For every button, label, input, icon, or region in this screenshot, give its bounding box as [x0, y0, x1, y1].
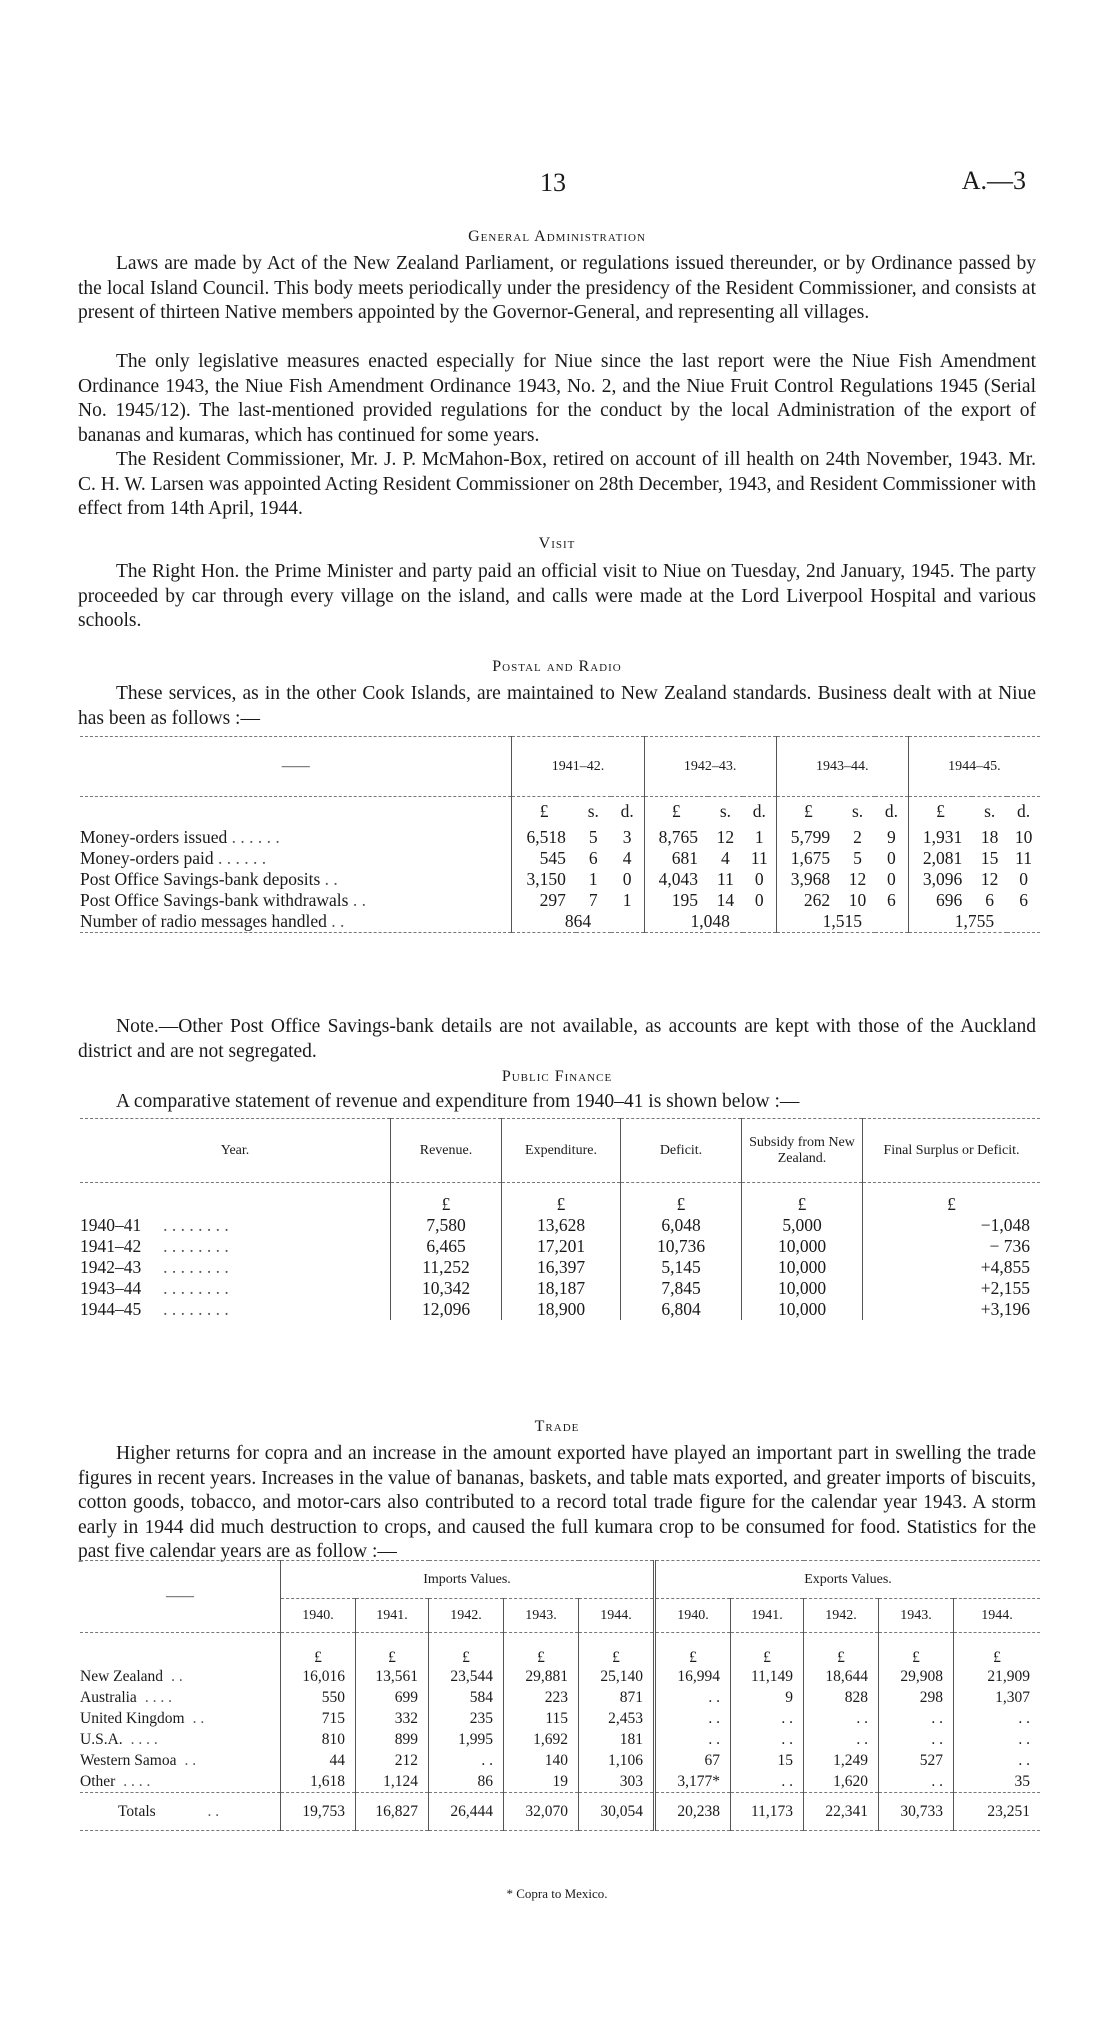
trade-row-label-cell	[80, 1730, 281, 1751]
currency-symbol: £	[742, 1183, 863, 1215]
heading-postal-radio: Postal and Radio	[492, 658, 622, 675]
import-value: 25,140	[579, 1667, 655, 1688]
unit-pence: d.	[884, 801, 898, 822]
trade-table	[80, 1560, 1040, 1837]
cell-pounds: 297	[512, 890, 576, 911]
export-value: . .	[879, 1730, 954, 1751]
leader-dots: . . . . . . . .	[163, 1277, 229, 1298]
cell-final: +4,855	[863, 1257, 1041, 1278]
leader-dots: . . . . . . . .	[163, 1256, 229, 1277]
cell-deficit: 6,804	[621, 1299, 742, 1320]
total-export: 23,251	[954, 1793, 1041, 1831]
unit-pence: d.	[1017, 801, 1031, 822]
cell-shillings: 7	[588, 889, 598, 910]
cell-revenue: 12,096	[391, 1299, 502, 1320]
export-year-header: 1944.	[954, 1599, 1041, 1633]
currency-symbol: £	[502, 1183, 621, 1215]
export-value: . .	[954, 1730, 1041, 1751]
finance-header-revenue: Revenue.	[391, 1119, 502, 1183]
row-label: Number of radio messages handled	[80, 910, 327, 931]
export-value: 15	[731, 1751, 804, 1772]
cell-pounds: 262	[776, 890, 840, 911]
cell-pence: 11	[750, 847, 768, 868]
currency-symbol: £	[356, 1633, 429, 1667]
paragraph-finance-intro: A comparative statement of revenue and expenditure from 1940–41 is shown below :—	[116, 1091, 800, 1112]
leader-dots: . .	[171, 1668, 183, 1685]
trade-footnote: * Copra to Mexico.	[506, 1886, 608, 1901]
cell-expenditure: 17,201	[502, 1236, 621, 1257]
currency-symbol: £	[879, 1633, 954, 1667]
trade-row	[80, 1709, 1040, 1730]
import-value: 715	[281, 1709, 356, 1730]
cell-count: 1,755	[908, 911, 1040, 933]
finance-row	[80, 1278, 1040, 1299]
export-value: 18,644	[804, 1667, 879, 1688]
currency-symbol: £	[579, 1633, 655, 1667]
finance-header-year: Year.	[220, 1142, 250, 1158]
cell-expenditure: 18,187	[502, 1278, 621, 1299]
row-label: United Kingdom	[80, 1710, 185, 1727]
cell-revenue: 7,580	[391, 1215, 502, 1236]
total-import: 19,753	[281, 1793, 356, 1831]
document-reference: A.—3	[961, 166, 1026, 195]
cell-deficit: 6,048	[621, 1215, 742, 1236]
cell-pence: 0	[754, 889, 764, 910]
finance-header-final: Final Surplus or Deficit.	[863, 1119, 1041, 1183]
currency-symbol: £	[281, 1633, 356, 1667]
cell-shillings: 1	[588, 868, 598, 889]
trade-row-label-cell	[80, 1751, 281, 1772]
export-value: 11,149	[731, 1667, 804, 1688]
unit-pence: d.	[620, 801, 634, 822]
trade-row	[80, 1751, 1040, 1772]
leader-dots: . . . . . .	[218, 847, 267, 868]
cell-pence: 11	[1015, 847, 1032, 868]
export-value: . .	[954, 1709, 1041, 1730]
import-value: 1,692	[504, 1730, 579, 1751]
page-number: 13	[540, 168, 566, 197]
cell-expenditure: 18,900	[502, 1299, 621, 1320]
export-value: . .	[655, 1688, 731, 1709]
cell-revenue: 10,342	[391, 1278, 502, 1299]
postal-row	[80, 827, 1040, 848]
paragraph-postal-intro: These services, as in the other Cook Islands, are maintained to New Zealand standards. Business dealt with at Niue has been as follows :—	[78, 683, 1036, 729]
cell-pence: 1	[622, 889, 632, 910]
cell-final: −1,048	[863, 1215, 1041, 1236]
cell-final: − 736	[863, 1236, 1041, 1257]
cell-pounds: 1,675	[776, 848, 840, 869]
unit-pounds: £	[908, 797, 972, 827]
cell-pounds: 2,081	[908, 848, 972, 869]
row-label: U.S.A.	[80, 1731, 123, 1748]
currency-symbol: £	[731, 1633, 804, 1667]
leader-dots: . .	[184, 1752, 197, 1769]
cell-pence: 0	[754, 868, 764, 889]
cell-shillings: 14	[716, 889, 735, 910]
total-export: 22,341	[804, 1793, 879, 1831]
import-value: 899	[356, 1730, 429, 1751]
row-label: Money-orders issued	[80, 826, 228, 847]
trade-row-label-cell	[80, 1709, 281, 1730]
cell-revenue: 6,465	[391, 1236, 502, 1257]
postal-row	[80, 848, 1040, 869]
finance-row	[80, 1299, 1040, 1320]
cell-shillings: 12	[980, 868, 999, 889]
total-import: 32,070	[504, 1793, 579, 1831]
export-value: 3,177*	[655, 1772, 731, 1793]
cell-pounds: 5,799	[776, 827, 840, 848]
unit-pence: d.	[752, 801, 766, 822]
cell-final: +3,196	[863, 1299, 1041, 1320]
row-label: Western Samoa	[80, 1752, 177, 1769]
unit-pounds: £	[644, 797, 708, 827]
export-value: 67	[655, 1751, 731, 1772]
export-value: 527	[879, 1751, 954, 1772]
trade-rows	[80, 1667, 1040, 1793]
currency-symbol: £	[429, 1633, 504, 1667]
leader-dots: . . . .	[144, 1689, 172, 1706]
currency-symbol: £	[621, 1183, 742, 1215]
cell-pounds: 4,043	[644, 869, 708, 890]
cell-pounds: 696	[908, 890, 972, 911]
export-value: . .	[731, 1730, 804, 1751]
finance-year: 1942–43	[80, 1256, 142, 1277]
trade-row	[80, 1688, 1040, 1709]
cell-pence: 0	[887, 847, 896, 868]
trade-row-label-cell	[80, 1688, 281, 1709]
postal-row	[80, 869, 1040, 890]
export-value: . .	[879, 1709, 954, 1730]
cell-subsidy: 10,000	[742, 1299, 863, 1320]
trade-row-label-cell	[80, 1772, 281, 1793]
currency-symbol: £	[804, 1633, 879, 1667]
cell-shillings: 5	[588, 826, 598, 847]
export-value: 828	[804, 1688, 879, 1709]
finance-row	[80, 1257, 1040, 1278]
finance-year: 1941–42	[80, 1235, 142, 1256]
import-value: 223	[504, 1688, 579, 1709]
postal-row	[80, 890, 1040, 911]
leader-dots: . . . . . .	[231, 826, 280, 847]
cell-expenditure: 16,397	[502, 1257, 621, 1278]
import-value: 44	[281, 1751, 356, 1772]
leader-dots: . . . .	[130, 1731, 158, 1748]
export-value: 21,909	[954, 1667, 1041, 1688]
currency-symbol: £	[655, 1633, 731, 1667]
leader-dots: . .	[331, 910, 345, 931]
export-year-header: 1941.	[731, 1599, 804, 1633]
import-value: 140	[504, 1751, 579, 1772]
import-value: 23,544	[429, 1667, 504, 1688]
currency-symbol: £	[504, 1633, 579, 1667]
import-value: . .	[429, 1751, 504, 1772]
unit-pounds: £	[512, 797, 576, 827]
leader-dots: . .	[192, 1710, 205, 1727]
cell-pounds: 3,968	[776, 869, 840, 890]
heading-public-finance: Public Finance	[501, 1068, 613, 1085]
export-value: 1,249	[804, 1751, 879, 1772]
cell-pence: 4	[622, 847, 632, 868]
postal-table	[80, 736, 1040, 952]
cell-count: 864	[512, 911, 644, 933]
import-value: 332	[356, 1709, 429, 1730]
total-export: 30,733	[879, 1793, 954, 1831]
cell-final: +2,155	[863, 1278, 1041, 1299]
import-year-header: 1941.	[356, 1599, 429, 1633]
cell-pounds: 8,765	[644, 827, 708, 848]
cell-pence: 10	[1014, 826, 1033, 847]
cell-shillings: 12	[848, 868, 867, 889]
postal-note: Note.—Other Post Office Savings-bank details are not available, as accounts are kept with those of the Auckland district and are not segregated.	[78, 1016, 1036, 1062]
currency-symbol: £	[954, 1633, 1041, 1667]
cell-shillings: 5	[853, 847, 862, 868]
total-import: 16,827	[356, 1793, 429, 1831]
paragraph-legislation: The only legislative measures enacted especially for Niue since the last report were the Niue Fish Amendment Ordinance 1943, the Niue Fish Amendment Ordinance 1943, No. 2, and the Niue Fruit Control Regulations 1945 (Serial No. 1945/12). The last-mentioned provided regulations for the conduct by the local Administration of the export of bananas and kumaras, which has continued for some years.	[78, 351, 1036, 446]
export-value: . .	[804, 1709, 879, 1730]
imports-header: Imports Values.	[281, 1561, 655, 1599]
row-label: Other	[80, 1772, 116, 1790]
import-year-header: 1940.	[281, 1599, 356, 1633]
export-value: . .	[879, 1772, 954, 1793]
row-label: Australia	[80, 1689, 137, 1706]
import-value: 19	[504, 1772, 579, 1793]
cell-pounds: 195	[644, 890, 708, 911]
postal-year-header: 1943–44.	[776, 737, 908, 797]
finance-year: 1943–44	[80, 1277, 142, 1298]
cell-deficit: 10,736	[621, 1236, 742, 1257]
trade-row	[80, 1730, 1040, 1751]
row-label: New Zealand	[80, 1668, 164, 1685]
row-label: Post Office Savings-bank deposits	[80, 868, 321, 889]
import-value: 1,995	[429, 1730, 504, 1751]
cell-pence: 1	[754, 826, 764, 847]
finance-header-deficit: Deficit.	[621, 1119, 742, 1183]
cell-count: 1,048	[644, 911, 776, 933]
import-value: 13,561	[356, 1667, 429, 1688]
finance-year: 1940–41	[80, 1214, 142, 1235]
import-year-header: 1943.	[504, 1599, 579, 1633]
cell-pounds: 681	[644, 848, 708, 869]
total-import: 30,054	[579, 1793, 655, 1831]
cell-shillings: 4	[721, 847, 730, 868]
cell-pounds: 545	[512, 848, 576, 869]
leader-dots: . . . . . . . .	[163, 1214, 229, 1235]
trade-row	[80, 1772, 1040, 1793]
leader-dots: . . . . . . . .	[163, 1298, 229, 1319]
unit-shillings: s.	[851, 801, 864, 822]
import-value: 303	[579, 1772, 655, 1793]
postal-year-header: 1944–45.	[908, 737, 1040, 797]
heading-visit: Visit	[538, 535, 576, 552]
paragraph-laws: Laws are made by Act of the New Zealand Parliament, or regulations issued thereunder, or by Ordinance passed by the local Island Council. This body meets periodically under the presidency of the Resident Commissioner, and consists at present of thirteen Native members appointed by the Governor-General, and representing all villages.	[78, 253, 1036, 323]
leader-dots: . . . .	[123, 1772, 151, 1790]
currency-symbol: £	[391, 1183, 502, 1215]
cell-shillings: 6	[588, 847, 598, 868]
export-value: . .	[731, 1709, 804, 1730]
finance-header-expenditure: Expenditure.	[502, 1119, 621, 1183]
finance-table	[80, 1118, 1040, 1346]
postal-table-corner: ——	[281, 758, 310, 774]
paragraph-trade: Higher returns for copra and an increase in the amount exported have played an important part in swelling the trade figures in recent years. Increases in the value of bananas, baskets, and table mats exported, and greater imports of biscuits, cotton goods, tobacco, and motor-cars also contributed to a record total trade figure for the calendar year 1943. A storm early in 1944 did much destruction to crops, and caused the full kumara crop to be consumed for food. Statistics for the past five calendar years are as follow :—	[78, 1443, 1036, 1562]
trade-row	[80, 1667, 1040, 1688]
export-value: . .	[655, 1709, 731, 1730]
paragraph-visit: The Right Hon. the Prime Minister and party paid an official visit to Niue on Tuesday, 2nd January, 1945. The party proceeded by car through every village on the island, and calls were made at the Lord Liverpool Hospital and various schools.	[78, 561, 1036, 631]
cell-pence: 6	[887, 889, 896, 910]
finance-year: 1944–45	[80, 1298, 142, 1319]
row-label: Post Office Savings-bank withdrawals	[80, 889, 349, 910]
total-export: 11,173	[731, 1793, 804, 1831]
export-year-header: 1942.	[804, 1599, 879, 1633]
heading-general-administration: General Administration	[468, 228, 646, 245]
export-value: 16,994	[655, 1667, 731, 1688]
import-value: 810	[281, 1730, 356, 1751]
unit-shillings: s.	[587, 801, 599, 822]
export-value: . .	[804, 1730, 879, 1751]
cell-revenue: 11,252	[391, 1257, 502, 1278]
total-import: 26,444	[429, 1793, 504, 1831]
export-value: 1,307	[954, 1688, 1041, 1709]
trade-totals-row	[80, 1793, 1040, 1831]
export-value: 35	[954, 1772, 1041, 1793]
leader-dots: . .	[352, 889, 366, 910]
cell-pence: 3	[622, 826, 632, 847]
cell-subsidy: 10,000	[742, 1278, 863, 1299]
exports-header: Exports Values.	[655, 1561, 1041, 1599]
cell-pounds: 3,150	[512, 869, 576, 890]
heading-trade: Trade	[534, 1418, 580, 1435]
cell-shillings: 12	[716, 826, 735, 847]
export-value: 298	[879, 1688, 954, 1709]
import-value: 16,016	[281, 1667, 356, 1688]
cell-expenditure: 13,628	[502, 1215, 621, 1236]
import-value: 181	[579, 1730, 655, 1751]
leader-dots: . . . . . . . .	[163, 1235, 229, 1256]
export-value: . .	[731, 1772, 804, 1793]
export-value: . .	[655, 1730, 731, 1751]
finance-row	[80, 1236, 1040, 1257]
cell-subsidy: 5,000	[742, 1215, 863, 1236]
import-value: 235	[429, 1709, 504, 1730]
import-year-header: 1942.	[429, 1599, 504, 1633]
import-value: 212	[356, 1751, 429, 1772]
leader-dots: . .	[324, 868, 338, 889]
export-value: 9	[731, 1688, 804, 1709]
cell-pence: 0	[622, 868, 632, 889]
cell-shillings: 10	[848, 889, 867, 910]
cell-pence: 6	[1019, 889, 1028, 910]
cell-shillings: 6	[985, 889, 995, 910]
cell-pence: 0	[1019, 868, 1028, 889]
export-value: 1,620	[804, 1772, 879, 1793]
export-value: 29,908	[879, 1667, 954, 1688]
cell-count: 1,515	[776, 911, 908, 933]
export-year-header: 1940.	[655, 1599, 731, 1633]
postal-year-header: 1942–43.	[644, 737, 776, 797]
export-value: . .	[954, 1751, 1041, 1772]
import-value: 86	[429, 1772, 504, 1793]
cell-subsidy: 10,000	[742, 1236, 863, 1257]
import-value: 584	[429, 1688, 504, 1709]
cell-pounds: 6,518	[512, 827, 576, 848]
import-value: 550	[281, 1688, 356, 1709]
cell-shillings: 18	[980, 826, 999, 847]
paragraph-commissioner: The Resident Commissioner, Mr. J. P. McMahon-Box, retired on account of ill health on 24th November, 1943. Mr. C. H. W. Larsen was appointed Acting Resident Commissioner on 28th December, 1943, and Resident Commissioner with effect from 14th April, 1944.	[78, 449, 1036, 519]
row-label: Money-orders paid	[80, 847, 214, 868]
unit-shillings: s.	[719, 801, 732, 822]
import-value: 871	[579, 1688, 655, 1709]
postal-row	[80, 911, 1040, 933]
cell-pence: 0	[887, 868, 896, 889]
cell-deficit: 5,145	[621, 1257, 742, 1278]
cell-subsidy: 10,000	[742, 1257, 863, 1278]
cell-shillings: 2	[853, 826, 862, 847]
unit-shillings: s.	[984, 801, 996, 822]
cell-pounds: 1,931	[908, 827, 972, 848]
cell-shillings: 15	[980, 847, 999, 868]
cell-pounds: 3,096	[908, 869, 972, 890]
import-year-header: 1944.	[579, 1599, 655, 1633]
unit-pounds: £	[776, 797, 840, 827]
totals-label: Totals	[118, 1802, 156, 1820]
cell-shillings: 11	[716, 868, 734, 889]
import-value: 699	[356, 1688, 429, 1709]
total-export: 20,238	[655, 1793, 731, 1831]
finance-header-subsidy: Subsidy from New Zealand.	[742, 1119, 863, 1183]
export-year-header: 1943.	[879, 1599, 954, 1633]
import-value: 1,124	[356, 1772, 429, 1793]
cell-pence: 9	[887, 826, 896, 847]
trade-row-label-cell	[80, 1667, 281, 1688]
import-value: 1,106	[579, 1751, 655, 1772]
postal-year-header: 1941–42.	[512, 737, 644, 797]
leader-dots: . .	[207, 1802, 220, 1820]
import-value: 29,881	[504, 1667, 579, 1688]
trade-table-corner: ——	[166, 1588, 194, 1604]
finance-row	[80, 1215, 1040, 1236]
currency-symbol: £	[863, 1183, 1041, 1215]
import-value: 2,453	[579, 1709, 655, 1730]
import-value: 115	[504, 1709, 579, 1730]
import-value: 1,618	[281, 1772, 356, 1793]
cell-deficit: 7,845	[621, 1278, 742, 1299]
